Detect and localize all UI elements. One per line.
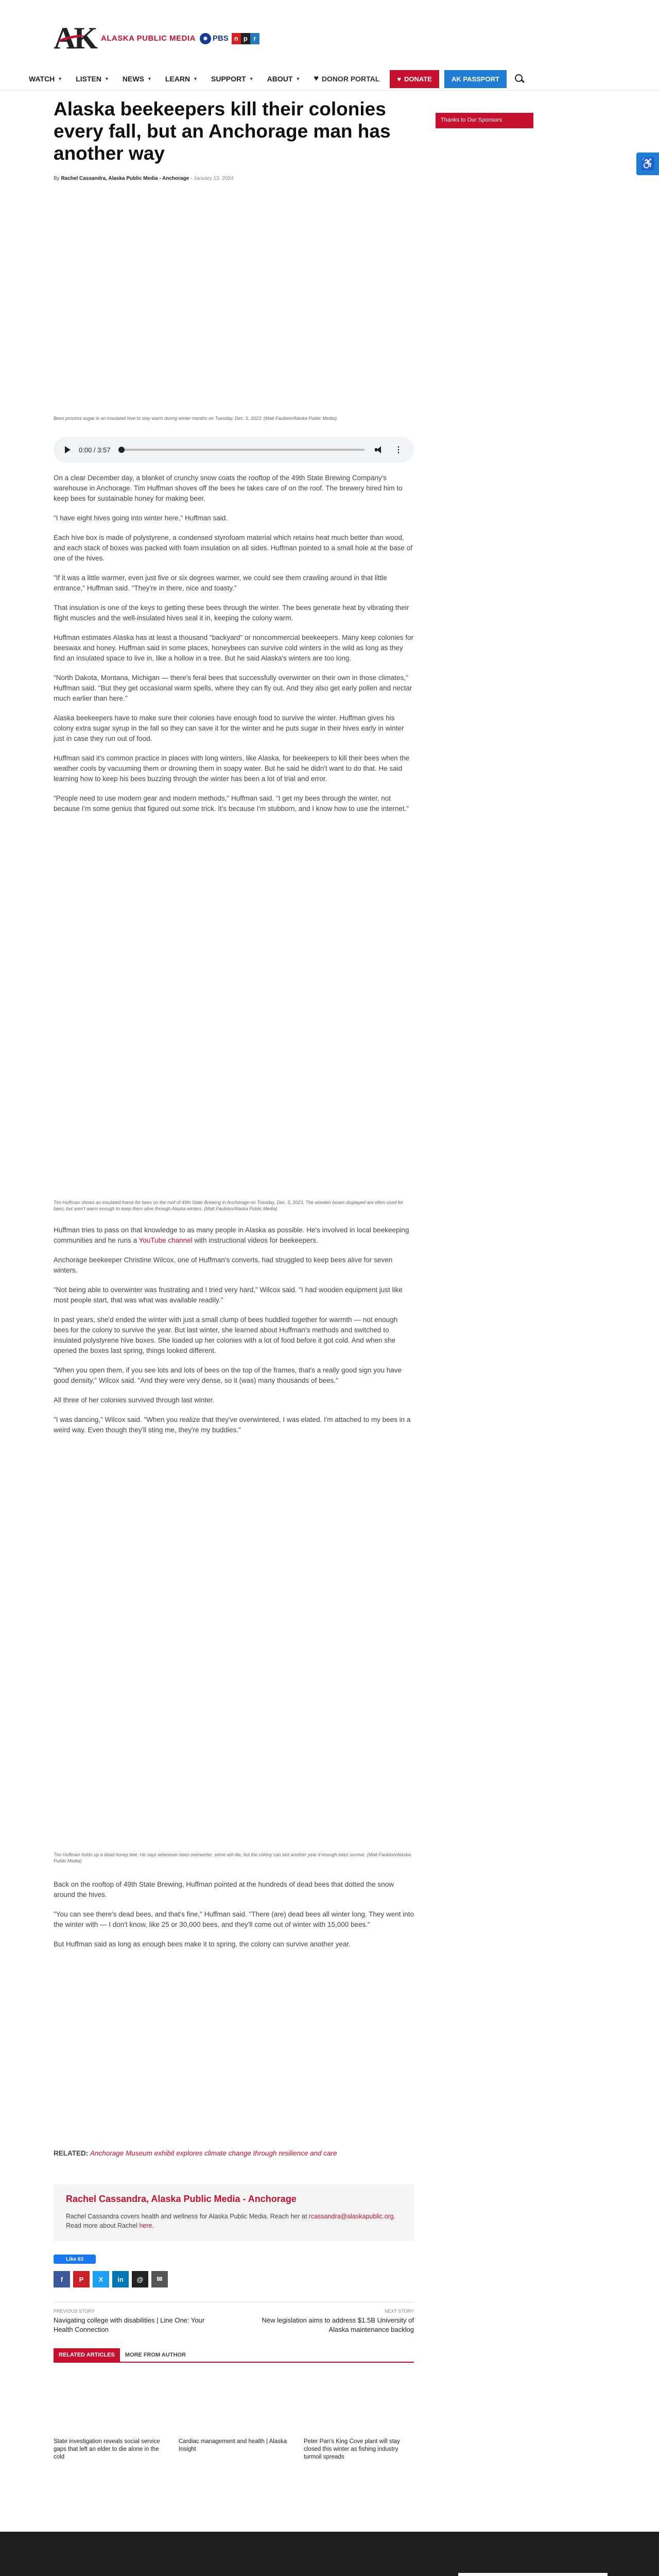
youtube-channel-link[interactable]: YouTube channel (138, 1236, 193, 1244)
nav-support[interactable]: SUPPORT ▼ (211, 75, 254, 83)
nav-learn[interactable]: LEARN ▼ (165, 75, 198, 83)
paragraph: Alaska beekeepers have to make sure their colonies have enough food to survive the winter. Huffman gives his colony extra sugar syrup in the fall so they can save it for the winter and he puts sugar in their hives early in winter just in case they run out of food. (54, 714, 404, 742)
heart-icon: ♥ (314, 74, 319, 83)
related-link-block (54, 2148, 414, 2159)
pbs-logo: PBS (212, 34, 229, 43)
byline-date: January 13, 2024 (194, 176, 234, 181)
paragraph: That insulation is one of the keys to getting these bees through the winter. The bees generate heat by vibrating their flight muscles and the well-insulated hives seal it in, keeping the colony warm. (54, 604, 409, 622)
audio-time: 0:00 / 3:57 (79, 446, 111, 454)
more-icon[interactable]: ⋮ (394, 446, 403, 454)
paragraph: On a clear December day, a blanket of crunchy snow coats the rooftop of the 49th State Brewing Company's warehouse in Anchorage. Tim Huffman shoves off the bees he takes care of on the roof. The brewery hired him to keep bees for sustainable honey for making beer. (54, 474, 403, 502)
previous-story[interactable]: PREVIOUS STORY Navigating college with disabilities | Line One: Your Health Connection (54, 2309, 205, 2333)
related-card[interactable] (179, 2363, 289, 2461)
article-body-part-b (54, 1225, 414, 1445)
related-tabs (54, 2348, 414, 2363)
tab-related-articles[interactable]: RELATED ARTICLES (54, 2348, 120, 2362)
paragraph: Back on the rooftop of 49th State Brewing, Huffman pointed at the hundreds of dead bees that dotted the snow around the hives. (54, 1880, 394, 1899)
related-thumbnail[interactable] (179, 2363, 289, 2434)
passport-button[interactable]: AK PASSPORT (444, 70, 507, 88)
article-header (54, 98, 414, 181)
facebook-share-icon[interactable]: f (54, 2271, 70, 2287)
audio-player (54, 437, 414, 463)
search-icon[interactable] (515, 74, 524, 83)
paragraph: "North Dakota, Montana, Michigan — there's feral bees that successfully overwinter on their own in those climates," Huffman said. "But they get occasional warm spells, where they can fly out. And they also get early pollen and nectar much earlier than here." (54, 674, 412, 702)
npr-logo: n p r (232, 33, 259, 44)
site-footer (0, 2532, 659, 2576)
related-title[interactable]: State investigation reveals social service gaps that left an elder to die alone in the cold (54, 2438, 160, 2460)
nav-news[interactable]: NEWS ▼ (122, 75, 152, 83)
linkedin-share-icon[interactable]: in (112, 2271, 129, 2287)
donor-portal-link[interactable]: ♥ DONOR PORTAL (314, 74, 380, 83)
related-label: RELATED: (54, 2149, 89, 2157)
paragraph: Each hive box is made of polystyrene, a condensed styrofoam material which retains heat much better than wood, and each stack of boxes was packed with foam insulation on all sides. Huffman pointed to a small hole at the base of one of the hives. (54, 534, 412, 562)
article-image-hive (54, 212, 414, 413)
paragraph: "You can see there's dead bees, and that's fine," Huffman said. "There (are) dead bees all winter long. They went into the winter with — I don't know, like 25 or 30,000 bees, and they'll come out of winter with 15,000 bees." (54, 1910, 414, 1928)
share-buttons (54, 2271, 171, 2287)
main-nav (29, 71, 524, 87)
email-share-icon[interactable]: ✉ (151, 2271, 168, 2287)
site-header (0, 0, 659, 91)
article-body-part-a (54, 473, 414, 823)
byline-author[interactable]: Rachel Cassandra, Alaska Public Media - Anchorage (61, 176, 189, 181)
logo-text: ALASKA PUBLIC MEDIA (101, 34, 196, 43)
byline: By Rachel Cassandra, Alaska Public Media - Anchorage - January 13, 2024 (54, 176, 234, 181)
image-caption: Bees process sugar in an insulated hive to stay warm during winter months on Tuesday, Dec. 5, 2023. (Matt Faubion/Alaska Public Media) (54, 416, 337, 421)
tab-more-from-author[interactable]: MORE FROM AUTHOR (125, 2352, 186, 2358)
paragraph: "I was dancing," Wilcox said. "When you realize that they've overwintered, I was elated. I'm attached to my bees in a weird way. Even though they'll sting me, they're my buddies." (54, 1416, 411, 1434)
article-image-frame (54, 958, 414, 1195)
donate-button[interactable]: ♥ DONATE (390, 70, 439, 88)
heart-icon: ♥ (397, 75, 402, 83)
related-thumbnail[interactable] (304, 2363, 414, 2434)
chevron-down-icon: ▼ (105, 76, 109, 81)
article-image-dead-bee (54, 1613, 414, 1850)
chevron-down-icon: ▼ (249, 76, 254, 81)
paragraph: But Huffman said as long as enough bees make it to spring, the colony can survive another year. (54, 1940, 351, 1948)
author-box (54, 2184, 414, 2241)
facebook-like-button[interactable]: Like 63 (54, 2255, 96, 2264)
related-title[interactable]: Cardiac management and health | Alaska Insight (179, 2438, 287, 2452)
volume-icon[interactable] (375, 446, 384, 453)
logo-mark: AK (54, 21, 96, 55)
pbs-icon: ◉ (200, 33, 211, 44)
article-headline: Alaska beekeepers kill their colonies every fall, but an Anchorage man has another way (54, 98, 391, 164)
paragraph: In past years, she'd ended the winter with just a small clump of bees huddled together for warmth — not enough bees for the colony to survive the year. But last winter, she learned about Huffman's methods and switched to insulated polystyrene hive boxes. She loaded up her colonies with a lot of food before it got cold. And when she opened the boxes last spring, things looked different. (54, 1316, 398, 1354)
sponsor-heading: Thanks to Our Sponsors (436, 113, 533, 128)
nav-listen[interactable]: LISTEN ▼ (76, 75, 109, 83)
paragraph: Huffman tries to pass on that knowledge to as many people in Alaska as possible. He's involved in local beekeeping communities and he runs a YouTube channel with instructional videos for beekeepers. (54, 1226, 409, 1244)
author-more-link[interactable]: here (139, 2222, 152, 2229)
x-share-icon[interactable]: X (93, 2271, 109, 2287)
nav-watch[interactable]: WATCH ▼ (29, 75, 63, 83)
play-icon[interactable] (65, 446, 71, 453)
author-email-link[interactable]: rcassandra@alaskapublic.org (308, 2213, 394, 2220)
paragraph: Huffman estimates Alaska has at least a thousand "backyard" or noncommercial beekeepers. Many keep colonies for beeswax and honey. Huffman said in some places, honeybees can survive cold winters in the wild as long as they find an insulated space to live in, like a hollow in a tree. But he said Alaska's winters are too long. (54, 634, 413, 662)
image-caption: Tim Huffman shows an insulated frame for bees on the roof of 49th State Brewing in Anchorage on Tuesday, Dec. 5, 2023. The wooden boxes displayed are often used for bees, but aren't warm enough to keep them alive through Alaska winters. (Matt Faubion/Alaska Public Media) (54, 1200, 404, 1211)
prev-next-nav (54, 2302, 414, 2334)
accessibility-icon[interactable]: ♿ (636, 152, 659, 175)
chevron-down-icon: ▼ (58, 76, 63, 81)
chevron-down-icon: ▼ (296, 76, 301, 81)
paragraph: "Not being able to overwinter was frustrating and I tried very hard," Wilcox said. "I had wooden equipment just like most people start, that was what was available readily." (54, 1286, 403, 1304)
partner-logos (458, 2573, 608, 2576)
related-card[interactable] (54, 2363, 164, 2461)
audio-progress-bar[interactable] (118, 449, 365, 451)
related-card[interactable] (304, 2363, 414, 2461)
paragraph: "People need to use modern gear and modern methods," Huffman said. "I get my bees through the winter, not because I'm some genius that figured out some trick. It's because I'm stubborn, and I know how to use the internet." (54, 794, 409, 812)
related-link[interactable]: Anchorage Museum exhibit explores climate change through resilience and care (90, 2149, 337, 2157)
paragraph: All three of her colonies survived through last winter. (54, 1396, 215, 1404)
related-thumbnail[interactable] (54, 2363, 164, 2434)
author-name[interactable]: Rachel Cassandra, Alaska Public Media - Anchorage (66, 2194, 297, 2204)
paragraph: "When you open them, if you see lots and lots of bees on the top of the frames, that's a really good sign you have good density," Wilcox said. "And they were very dense, so it (was) many thousands of bees." (54, 1366, 402, 1384)
image-caption: Tim Huffman holds up a dead honey bee. He says whenever bees overwinter, some will die, but the colony can last another year if enough bees survive. (Matt Faubion/Alaska Public Media) (54, 1852, 411, 1863)
paragraph: Anchorage beekeeper Christine Wilcox, one of Huffman's converts, had struggled to keep bees alive for seven winters. (54, 1256, 393, 1274)
chevron-down-icon: ▼ (147, 76, 152, 81)
site-logo[interactable] (54, 21, 259, 56)
next-story[interactable]: NEXT STORY New legislation aims to address $1.5B University of Alaska maintenance backlog (262, 2309, 414, 2333)
paragraph: "I have eight hives going into winter here," Huffman said. (54, 514, 228, 522)
related-title[interactable]: Peter Pan's King Cove plant will stay closed this winter as fishing industry turmoil spreads (304, 2438, 400, 2460)
threads-share-icon[interactable]: @ (132, 2271, 148, 2287)
pinterest-share-icon[interactable]: P (73, 2271, 90, 2287)
related-articles-grid (54, 2363, 414, 2461)
nav-about[interactable]: ABOUT ▼ (267, 75, 301, 83)
paragraph: "If it was a little warmer, even just five or six degrees warmer, we could see them crawling around in that little entrance," Huffman said. "They're in there, nice and toasty." (54, 574, 387, 592)
paragraph: Huffman said it's common practice in places with long winters, like Alaska, for beekeepers to kill their bees when the weather cools by vacuuming them or drowning them in soapy water. But he said he didn't want to do that. He said learning how to keep his bees buzzing through the winter has been a lot of trial and error. (54, 754, 410, 783)
chevron-down-icon: ▼ (193, 76, 198, 81)
article-body-part-c (54, 1879, 414, 1959)
author-bio: Rachel Cassandra covers health and wellness for Alaska Public Media. Reach her at rcassandra@alaskapublic.org. Read more about Rachel here. (66, 2213, 396, 2229)
